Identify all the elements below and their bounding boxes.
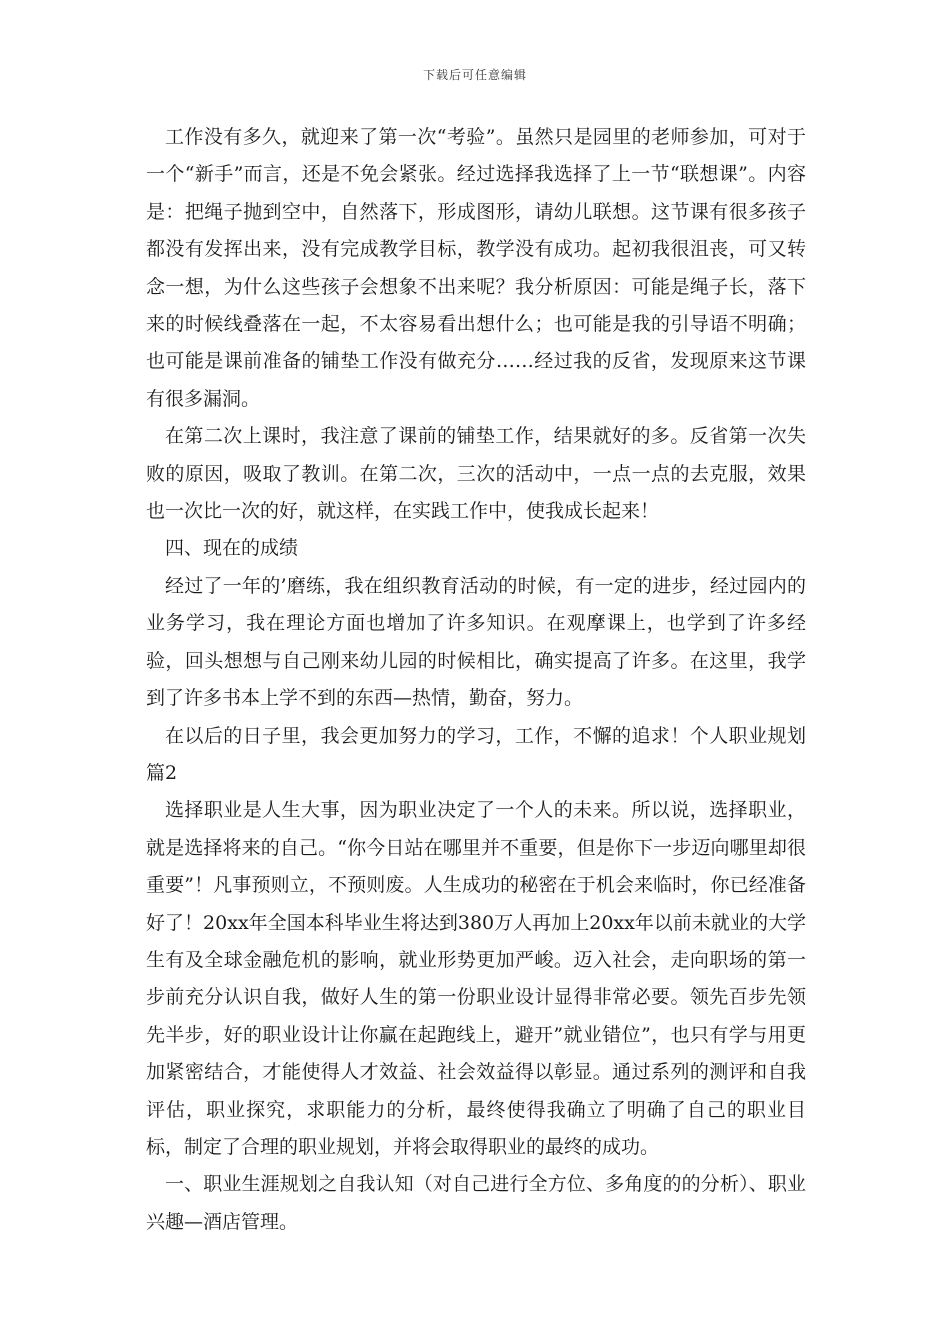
page-header: 下载后可任意编辑: [422, 68, 527, 82]
paragraph-progress: 经过了一年的’磨练，我在组织教育活动的时候，有一定的进步，经过园内的业务学习，我在理论方面也增加了许多知识。在观摩课上，也学到了许多经验，回头想想与自己刚来幼儿园的时候相比，确实提高了许多。在这里，我学到了许多书本上学不到的东西—热情，勤奋，努力。: [146, 574, 806, 710]
paragraph-second-lesson: 在第二次上课时，我注意了课前的铺垫工作，结果就好的多。反省第一次失败的原因，吸取了教训。在第二次，三次的活动中，一点一点的去克服，效果也一次比一次的好，就这样，在实践工作中，使我成长起来！: [146, 425, 806, 523]
paragraph-career-choice: 选择职业是人生大事，因为职业决定了一个人的未来。所以说，选择职业，就是选择将来的自己。“你今日站在哪里并不重要，但是你下一步迈向哪里却很重要”！凡事预则立，不预则废。人生成功的秘密在于机会来临时，你已经准备好了！20xx年全国本科毕业生将达到380万人再加上20xx年以前未就业的大学生有及全球金融危机的影响，就业形势更加严峻。迈入社会，走向职场的第一步前充分认识自我，做好人生的第一份职业设计显得非常必要。领先百步先领先半步，好的职业设计让你赢在起跑线上，避开”就业错位”，也只有学与用更加紧密结合，才能使得人才效益、社会效益得以彰显。通过系列的测评和自我评估，职业探究，求职能力的分析，最终使得我确立了明确了自己的职业目标，制定了合理的职业规划，并将会取得职业的最终的成功。: [146, 799, 806, 1158]
paragraph-first-lesson: 工作没有多久，就迎来了第一次“考验”。虽然只是园里的老师参加，可对于一个“新手”而言，还是不免会紧张。经过选择我选择了上一节“联想课”。内容是：把绳子抛到空中，自然落下，形成图形，请幼儿联想。这节课有很多孩子都没有发挥出来，没有完成教学目标，教学没有成功。起初我很沮丧，可又转念一想，为什么这些孩子会想象不出来呢？我分析原因：可能是绳子长，落下来的时候线叠落在一起，不太容易看出想什么；也可能是我的引导语不明确；也可能是课前准备的铺垫工作没有做充分……经过我的反省，发现原来这节课有很多漏洞。: [146, 126, 806, 410]
section-heading-current-results: 四、现在的成绩: [165, 537, 299, 560]
document-body: [146, 119, 806, 1241]
paragraph-future: 在以后的日子里，我会更加努力的学习，工作，不懈的追求！个人职业规划篇2: [146, 724, 806, 784]
section-heading-self-awareness: 一、职业生涯规划之自我认知（对自己进行全方位、多角度的的分析）、职业兴趣—酒店管理。: [146, 1173, 806, 1233]
